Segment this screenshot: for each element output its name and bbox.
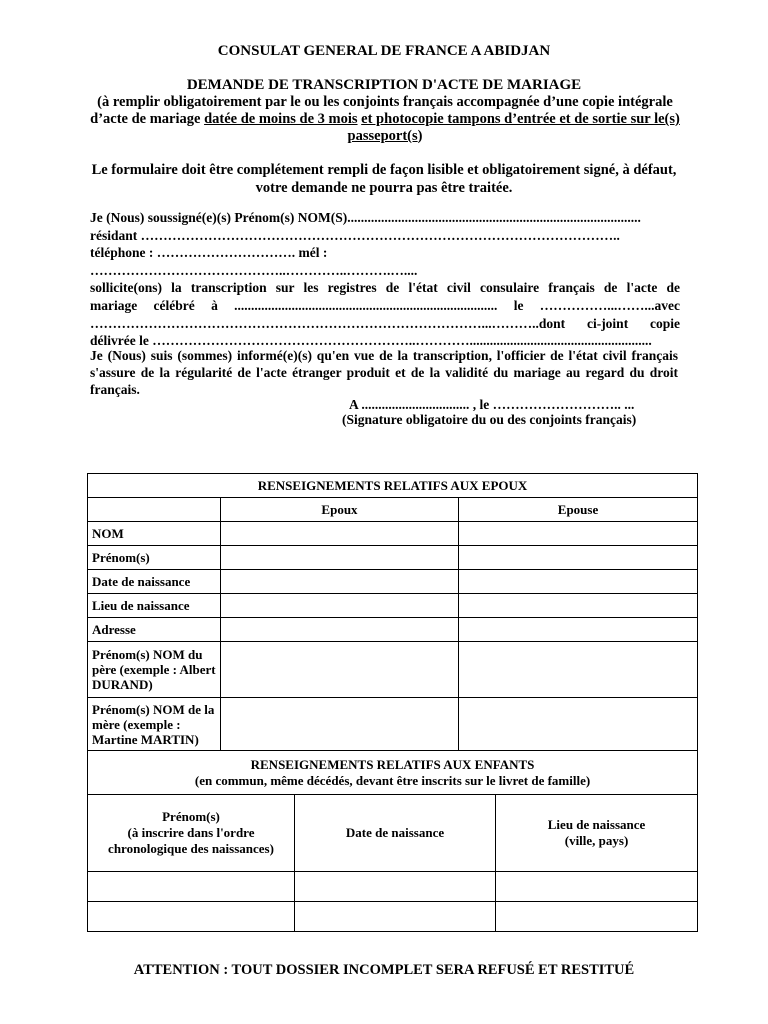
table-row xyxy=(88,872,698,902)
husband-nom-cell[interactable] xyxy=(221,522,459,546)
table-row xyxy=(88,594,698,618)
child-birthplace-cell[interactable] xyxy=(496,902,698,932)
instruction-text: (à remplir obligatoirement par le ou les conjoints français accompagnée d’une copie intégrale d’acte de mariage xyxy=(90,94,673,127)
row-label-mother: Prénom(s) NOM de la mère (exemple : Martine MARTIN) xyxy=(88,698,221,751)
request-text-line: sollicite(ons) la transcription sur les registres de l'état civil consulaire français de l'acte de xyxy=(90,280,680,296)
row-label-nom: NOM xyxy=(88,522,221,546)
wife-prenom-cell[interactable] xyxy=(459,546,698,570)
request-statement xyxy=(90,209,680,350)
child-birthplace-title: Lieu de naissance xyxy=(547,817,646,832)
children-section-title xyxy=(88,751,698,795)
legal-notice: Je (Nous) suis (sommes) informé(e)(s) qu'en vue de la transcription, l'officier de l'état civil français s'assure de la régularité de l'acte étranger produit et de la validité du mariage au regard du droit français. xyxy=(90,348,678,397)
form-instructions xyxy=(90,94,680,145)
child-firstname-note: (à inscrire dans l'ordre chronologique des naissances) xyxy=(108,825,274,856)
table-row xyxy=(88,546,698,570)
signature-note: (Signature obligatoire du ou des conjoints français) xyxy=(342,412,637,427)
row-label-address: Adresse xyxy=(88,618,221,642)
instruction-underlined-passport: et photocopie tampons d’entrée et de sortie sur le(s) passeport(s xyxy=(347,111,680,144)
marriage-place-date-line[interactable]: mariage célébré à .............................................................................. le ……………...……...avec xyxy=(90,297,680,313)
residence-line[interactable]: résidant …………………………………………………………………………………………….. xyxy=(90,227,620,243)
husband-birthplace-cell[interactable] xyxy=(221,594,459,618)
husband-address-cell[interactable] xyxy=(221,618,459,642)
spouses-section-title: RENSEIGNEMENTS RELATIFS AUX EPOUX xyxy=(88,474,698,498)
instruction-end: ) xyxy=(417,128,423,144)
issue-date-line[interactable]: délivrée le …………………………………………………..…………...................................................... xyxy=(90,333,652,349)
children-title: RENSEIGNEMENTS RELATIFS AUX ENFANTS xyxy=(250,756,535,772)
completion-warning: Le formulaire doit être complétement rempli de façon lisible et obligatoirement signé, à défaut, votre demande ne pourra pas être traitée. xyxy=(91,162,677,196)
husband-column-header: Epoux xyxy=(221,498,459,522)
row-label-birthdate: Date de naissance xyxy=(88,570,221,594)
wife-column-header: Epouse xyxy=(459,498,698,522)
phone-email-line[interactable]: téléphone : …………………………. mél : xyxy=(90,245,328,261)
child-birthplace-note: (ville, pays) xyxy=(564,833,629,848)
child-birthplace-cell[interactable] xyxy=(496,872,698,902)
husband-prenom-cell[interactable] xyxy=(221,546,459,570)
child-birthplace-header xyxy=(496,795,698,872)
husband-mother-cell[interactable] xyxy=(221,698,459,751)
table-row xyxy=(88,522,698,546)
table-row xyxy=(88,570,698,594)
row-label-prenom: Prénom(s) xyxy=(88,546,221,570)
husband-birthdate-cell[interactable] xyxy=(221,570,459,594)
husband-father-cell[interactable] xyxy=(221,642,459,698)
instruction-underlined-date: datée de moins de 3 mois xyxy=(204,111,358,127)
form-title: DEMANDE DE TRANSCRIPTION D'ACTE DE MARIAGE xyxy=(186,77,582,93)
incomplete-file-warning: ATTENTION : TOUT DOSSIER INCOMPLET SERA REFUSÉ ET RESTITUÉ xyxy=(133,962,635,978)
applicant-name-line[interactable]: Je (Nous) soussigné(e)(s) Prénom(s) NOM(S)....................................................................................... xyxy=(90,210,641,225)
information-table xyxy=(87,473,698,932)
child-firstname-cell[interactable] xyxy=(88,902,295,932)
child-firstname-title: Prénom(s) xyxy=(162,809,220,824)
row-label-father: Prénom(s) NOM du père (exemple : Albert DURAND) xyxy=(88,642,221,698)
child-firstname-header xyxy=(88,795,295,872)
children-subtitle: (en commun, même décédés, devant être inscrits sur le livret de famille) xyxy=(194,772,591,788)
wife-father-cell[interactable] xyxy=(459,642,698,698)
wife-birthplace-cell[interactable] xyxy=(459,594,698,618)
wife-nom-cell[interactable] xyxy=(459,522,698,546)
table-row xyxy=(88,902,698,932)
wife-mother-cell[interactable] xyxy=(459,698,698,751)
wife-birthdate-cell[interactable] xyxy=(459,570,698,594)
child-firstname-cell[interactable] xyxy=(88,872,295,902)
child-birthdate-cell[interactable] xyxy=(295,872,496,902)
email-continuation-line[interactable]: ……………………………………..…………..……….….... xyxy=(90,262,418,278)
row-label-birthplace: Lieu de naissance xyxy=(88,594,221,618)
child-birthdate-cell[interactable] xyxy=(295,902,496,932)
spouse-name-line[interactable]: ……………………………………………………………………………...………..dont ci-joint copie xyxy=(90,315,680,331)
signature-place-date[interactable]: A ................................ , le ……………………….. ... xyxy=(349,397,635,412)
wife-address-cell[interactable] xyxy=(459,618,698,642)
child-birthdate-header: Date de naissance xyxy=(295,795,496,872)
table-row xyxy=(88,618,698,642)
table-row xyxy=(88,642,698,698)
header-empty-cell xyxy=(88,498,221,522)
table-row xyxy=(88,698,698,751)
consulate-title: CONSULAT GENERAL DE FRANCE A ABIDJAN xyxy=(217,43,551,59)
